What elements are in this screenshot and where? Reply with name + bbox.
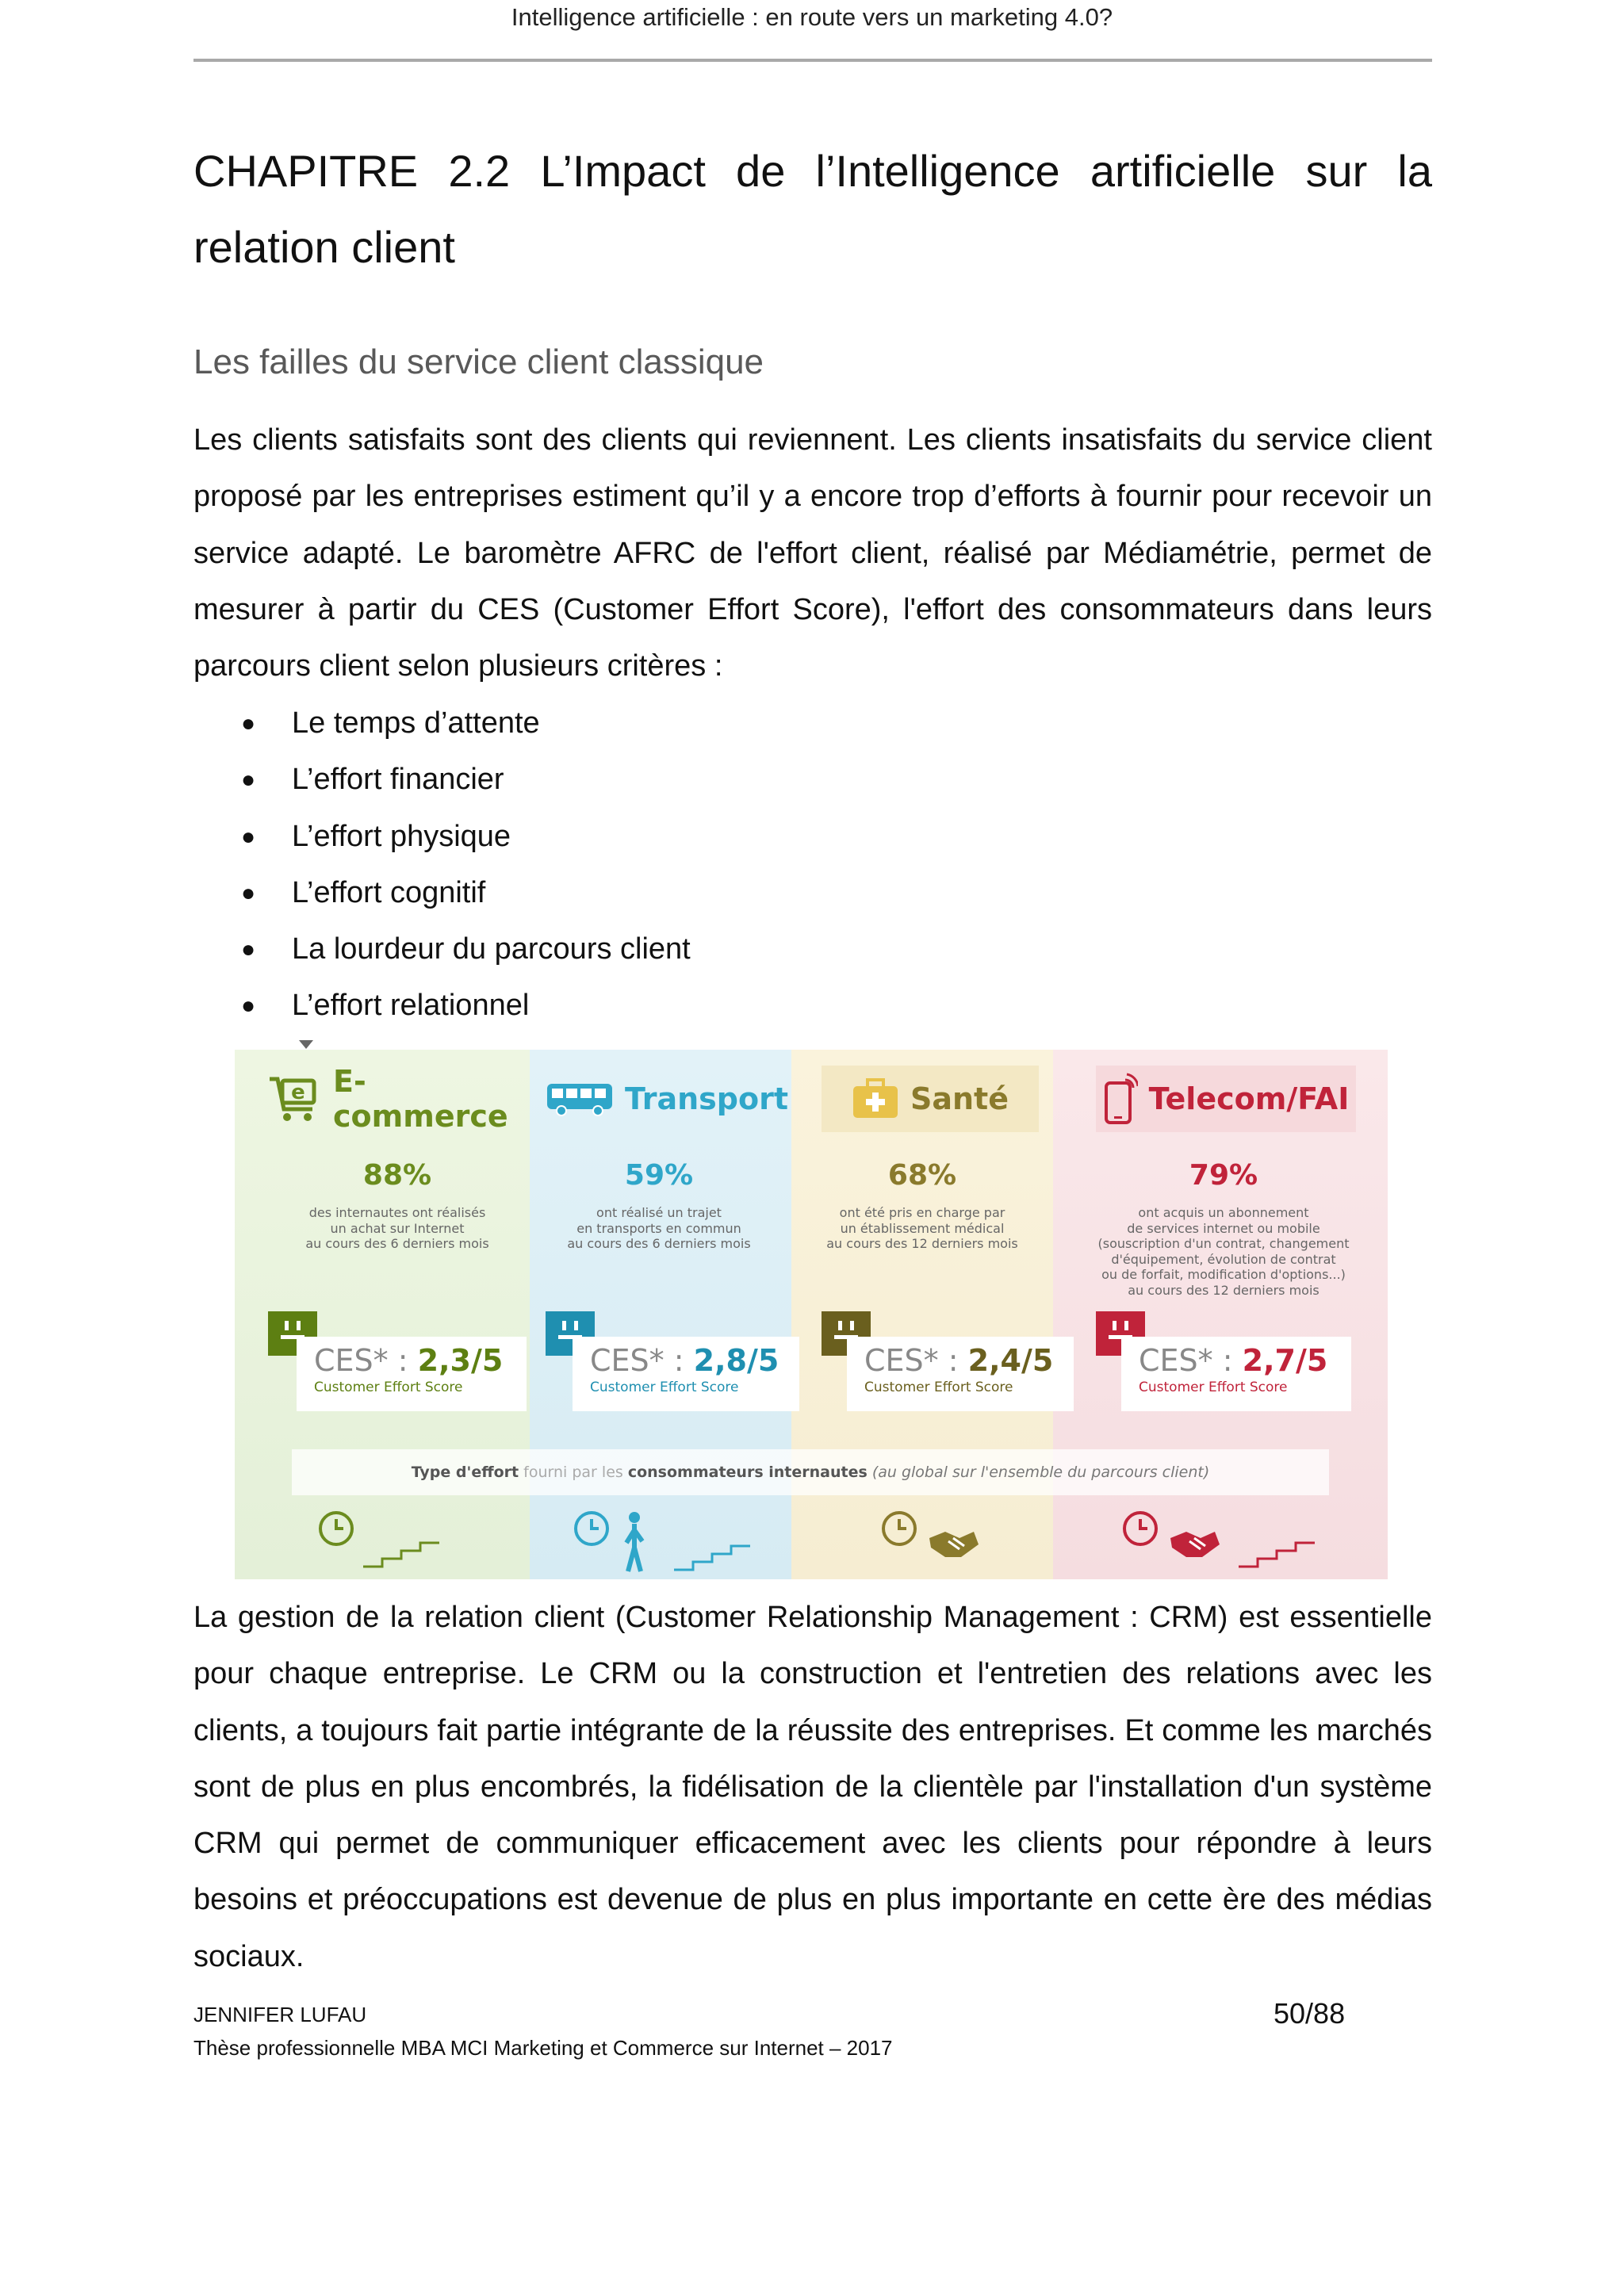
ces-subtitle: Customer Effort Score [314, 1380, 463, 1395]
shopping-cart-icon [266, 1073, 322, 1125]
clock-icon [1124, 1513, 1156, 1544]
ces-score-card [297, 1337, 527, 1411]
sector-name: Transport [625, 1081, 789, 1116]
sector-description: ont été pris en charge par un établissement médical au cours des 12 derniers mois [826, 1205, 1018, 1251]
ces-score-line [1139, 1343, 1351, 1378]
criteria-item [193, 752, 1304, 808]
sector-description: des internautes ont réalisés un achat sur Internet au cours des 6 derniers mois [305, 1205, 489, 1251]
crm-paragraph: La gestion de la relation client (Customer Relationship Management : CRM) est essentielle pour chaque entreprise. Le CRM ou la construction et l'entretien des relations avec les clients, a toujours fait partie intégrante de la réussite des entreprises. Et comme les marchés sont de plus en plus encombrés, la fidélisation de la clientèle par l'installation d'un système CRM qui permet de communiquer efficacement avec les clients pour répondre à leurs besoins et préoccupations est devenue de plus en plus importante en cette ère des médias sociaux. [193, 1601, 1432, 1973]
bullet-icon: ● [241, 710, 256, 737]
sector-telecom-header [1096, 1066, 1356, 1132]
ces-prefix: CES* : [1139, 1343, 1243, 1378]
intro-paragraph: Les clients satisfaits sont des clients qui reviennent. Les clients insatisfaits du service client proposé par les entreprises estiment qu’il y a encore trop d’efforts à fournir pour recevoir un service adapté. Le baromètre AFRC de l'effort client, réalisé par Médiamétrie, permet de mesurer à partir du CES (Customer Effort Score), l'effort des consommateurs dans leurs parcours client selon plusieurs critères : [193, 423, 1432, 683]
effort-icons-telecom [1120, 1510, 1373, 1573]
effort-icons-transport [574, 1510, 780, 1573]
sector-percent: 68% [887, 1159, 957, 1192]
criteria-item [193, 695, 1304, 752]
criteria-item-text: Le temps d’attente [292, 706, 540, 740]
criteria-item [193, 978, 1304, 1034]
ces-prefix: CES* : [590, 1343, 694, 1378]
banner-light-text: fourni par les [519, 1464, 628, 1481]
sector-ecommerce-header [266, 1066, 528, 1132]
ces-subtitle: Customer Effort Score [590, 1380, 739, 1395]
sector-name: Santé [910, 1081, 1009, 1116]
criteria-item-text: L’effort financier [292, 763, 504, 797]
ces-score: 2,8/5 [693, 1343, 779, 1378]
ces-prefix: CES* : [864, 1343, 968, 1378]
criteria-item-text: L’effort relationnel [292, 989, 530, 1023]
sector-description: ont acquis un abonnement de services internet ou mobile (souscription d'un contrat, changement d'équipement, évolution de contrat ou de forfait, modification d'options...) au cours des 12 derniers mois [1097, 1205, 1350, 1298]
bullet-icon: ● [241, 936, 256, 963]
sector-sante-header [822, 1066, 1039, 1132]
ces-score-line [314, 1343, 527, 1378]
stairs-icon [1239, 1543, 1315, 1567]
criteria-item-text: L’effort cognitif [292, 875, 486, 909]
ces-score-line [864, 1343, 1074, 1378]
sector-percent: 88% [362, 1159, 432, 1192]
sector-percent: 59% [624, 1159, 694, 1192]
svg-text:e: e [291, 1081, 305, 1104]
bullet-icon: ● [241, 823, 256, 850]
clock-icon [320, 1513, 352, 1544]
banner-bold-text: Type d'effort [411, 1464, 519, 1481]
sector-percent: 79% [1189, 1159, 1258, 1192]
running-header-title: Intelligence artificielle : en route vers un marketing 4.0? [511, 3, 1113, 31]
ces-subtitle: Customer Effort Score [864, 1380, 1013, 1395]
first-aid-kit-icon [852, 1078, 899, 1119]
header-divider [193, 59, 1432, 62]
ces-prefix: CES* : [314, 1343, 418, 1378]
section-title: Les failles du service client classique [193, 342, 764, 381]
criteria-item [193, 809, 1304, 865]
chapter-title: CHAPITRE 2.2 L’Impact de l’Intelligence artificielle sur la relation client [193, 146, 1432, 272]
handshake-icon [929, 1532, 979, 1557]
effort-type-banner [292, 1449, 1329, 1495]
ces-subtitle: Customer Effort Score [1139, 1380, 1288, 1395]
criteria-item-text: La lourdeur du parcours client [292, 932, 691, 966]
sector-description: ont réalisé un trajet en transports en commun au cours des 6 derniers mois [567, 1205, 751, 1251]
ces-score: 2,4/5 [967, 1343, 1054, 1378]
sector-transport-header [552, 1066, 789, 1132]
ces-score-card [1121, 1337, 1351, 1411]
mobile-phone-icon [1103, 1072, 1138, 1126]
criteria-item-text: L’effort physique [292, 819, 511, 853]
clock-icon [576, 1513, 607, 1544]
effort-icons-ecommerce [314, 1510, 520, 1573]
bullet-icon: ● [241, 767, 256, 794]
ces-infographic [235, 1050, 1388, 1579]
handshake-icon [1170, 1532, 1220, 1557]
footer-thesis-title: Thèse professionnelle MBA MCI Marketing et Commerce sur Internet – 2017 [193, 2036, 893, 2060]
ces-score-card [573, 1337, 799, 1411]
banner-italic-text: (au global sur l'ensemble du parcours client) [867, 1464, 1210, 1481]
page-number: 50/88 [1274, 1997, 1346, 2030]
clock-icon [883, 1513, 915, 1544]
bullet-icon: ● [241, 879, 256, 906]
sector-name: Telecom/FAI [1148, 1081, 1350, 1116]
ces-score: 2,3/5 [417, 1343, 504, 1378]
ces-score-card [847, 1337, 1074, 1411]
ces-score-line [590, 1343, 799, 1378]
criteria-list [193, 695, 1304, 1035]
stairs-icon [674, 1546, 750, 1570]
criteria-item [193, 921, 1304, 978]
sector-name: E-commerce [333, 1064, 508, 1134]
stairs-icon [363, 1543, 439, 1567]
effort-icons-sante [882, 1510, 1040, 1573]
bus-icon [546, 1081, 614, 1117]
walking-person-icon [626, 1512, 642, 1571]
bullet-icon: ● [241, 993, 256, 1020]
caret-down-icon [299, 1040, 313, 1049]
criteria-item [193, 865, 1304, 921]
ces-score: 2,7/5 [1242, 1343, 1328, 1378]
banner-bold-text: consommateurs internautes [627, 1464, 868, 1481]
footer-author: JENNIFER LUFAU [193, 2003, 367, 2026]
